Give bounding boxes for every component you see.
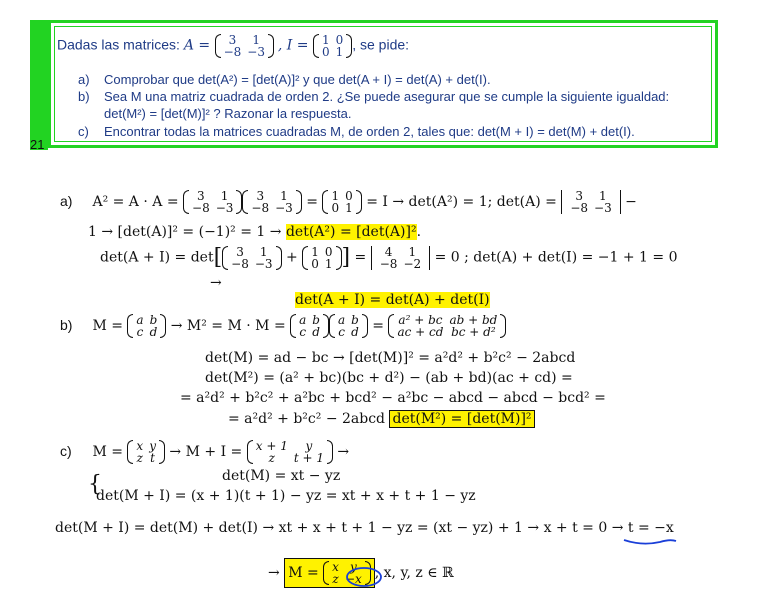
blue-circle-annotation [344,565,384,589]
statement-item-c: c) Encontrar todas la matrices cuadradas M, de orden 2, tales que: det(M + I) = det(M) + det(I). [78,124,635,139]
problem-number: 21 [30,137,45,152]
system-brace: { [88,472,102,497]
solution-c-line1: c) M = x y z t → M + I = x + 1 y z t + 1 → [60,439,350,465]
solution-b-line1: b) M = a b c d → M² = M · M = a b c d a b c d = a² + bc ab + bd ac + cd bc + d² [60,314,506,338]
matrix-a: 3 1 −8 −3 [215,34,274,58]
highlight-a2: det(A + I) = det(A) + det(I) [295,292,490,308]
green-margin-bar [30,20,48,150]
solution-c-line4: det(M + I) = det(M) + det(I) → xt + x + t + 1 − yz = (xt − yz) + 1 → x + t = 0 → t = −x [55,520,674,536]
solution-b-line5: = a²d² + b²c² − 2abcd det(M²) = [det(M)]² [228,411,535,427]
underlined-result: t = −x [627,520,674,536]
statement-item-b: b) Sea M una matriz cuadrada de orden 2. ¿Se puede asegurar que se cumple la siguiente igualdad: [78,89,670,104]
solution-a-line2: 1 → [det(A)]² = (−1)² = 1 → det(A²) = [det(A)]². [88,224,422,240]
boxed-result-b: det(M²) = [det(M)]² [389,410,534,428]
statement-intro: Dadas las matrices: A = 3 1 −8 −3 , I = 1 0 0 1 , se pide: [57,33,410,59]
statement-item-b-cont: det(M²) = [det(M)]² ? Razonar la respuesta. [104,106,352,121]
highlight-a1: det(A²) = [det(A)]² [285,224,417,240]
blue-underline-annotation [622,534,678,548]
solution-b-line4: = a²d² + b²c² + a²bc + bcd² − a²bc − abcd − abcd − bcd² = [180,390,606,406]
solution-b-line3: det(M²) = (a² + bc)(bc + d²) − (ab + bd)(ac + cd) = [205,370,573,386]
solution-c-sys2: det(M + I) = (x + 1)(t + 1) − yz = xt + x + t + 1 − yz [96,488,476,504]
solution-a-arrow: → [210,275,222,291]
solution-b-line2: det(M) = ad − bc → [det(M)]² = a²d² + b²c² − 2abcd [205,350,576,366]
solution-a-line3: det(A + I) = det[ 3 1 −8 −3 + 1 0 0 1 ] = 4 1 −8 −2 = 0 ; det(A) + det(I) = −1 + 1 = 0 [100,244,678,271]
solution-c-sys1: det(M) = xt − yz [222,468,341,484]
solution-a-result [295,292,490,308]
matrix-i: 1 0 0 1 [313,34,352,58]
boxed-result-c: M = x y z −x [284,558,375,588]
solution-c-final: → M = x y z −x , x, y, z ∈ ℝ [268,560,454,586]
solution-a-line1: a) A² = A · A = 3 1 −8 −3 3 1 −8 −3 = 1 0 0 1 = I → det(A²) = 1; det(A) = 3 1 −8 −3 − [60,189,637,215]
statement-item-a: a) Comprobar que det(A²) = [det(A)]² y que det(A + I) = det(A) + det(I). [78,72,491,87]
